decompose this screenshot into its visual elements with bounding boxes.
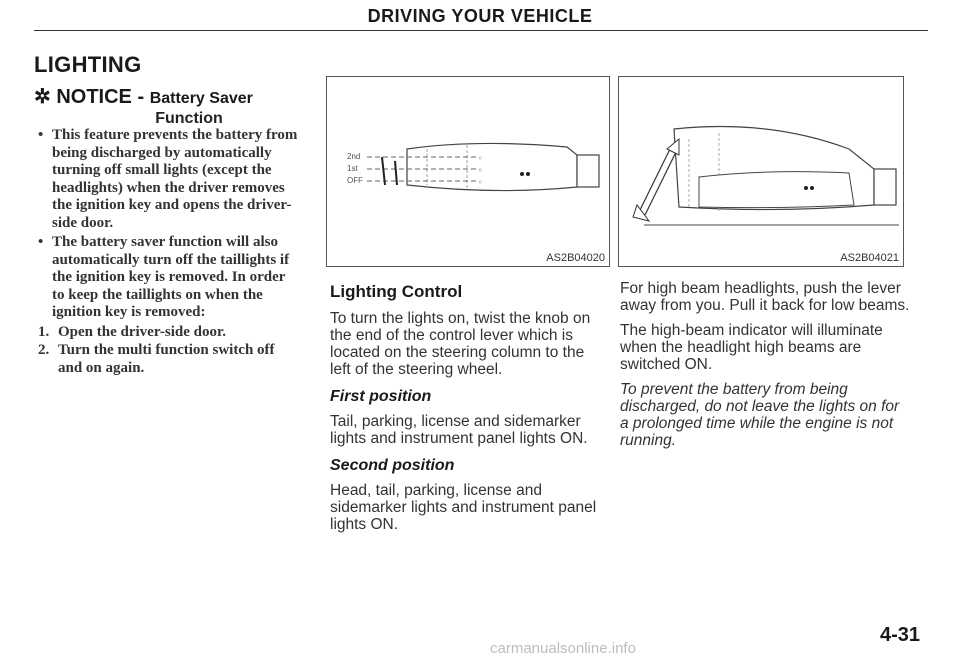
notice-bullet: • This feature prevents the battery from being discharged by automatically turning off small lights (except the headlights) when the driver removes the ignition key and opens the driver-side door. <box>38 127 298 231</box>
switch-label-1st: 1st <box>347 164 358 173</box>
svg-text:ᵒ: ᵒ <box>479 168 482 175</box>
lighting-control-intro: To turn the lights on, twist the knob on the end of the control lever which is located on the steering column to the left of the steering wheel. <box>330 310 591 378</box>
switch-label-2nd: 2nd <box>347 152 361 161</box>
notice-title-part1: Battery Saver <box>149 90 253 107</box>
notice-body <box>38 127 298 378</box>
page-number: 4-31 <box>879 624 920 646</box>
second-position-text: Head, tail, parking, license and sidemarker lights and instrument panel lights ON. <box>330 482 597 533</box>
header-rule <box>34 30 928 31</box>
high-beam-illustration <box>619 77 903 266</box>
lighting-control-heading: Lighting Control <box>330 282 463 301</box>
first-position-heading: First position <box>330 388 432 405</box>
figure-high-beam <box>618 76 904 267</box>
step-text: Open the driver-side door. <box>58 323 227 340</box>
watermark: carmanualsonline.info <box>490 640 636 657</box>
notice-dash: - <box>137 86 145 108</box>
notice-step <box>38 342 298 377</box>
switch-label-off: OFF <box>347 176 363 185</box>
notice-title-part2: Function <box>155 110 223 127</box>
lighting-control-column <box>330 283 598 541</box>
notice-bullet-text: The battery saver function will also automatically turn off the taillights if the ignition key is removed. In order to keep the taillights on when the ignition key is removed: <box>52 234 290 320</box>
step-text: Turn the multi function switch off and on again. <box>58 342 275 376</box>
high-beam-text: For high beam headlights, push the lever away from you. Pull it back for low beams. <box>620 280 910 314</box>
page-header: DRIVING YOUR VEHICLE <box>367 6 593 26</box>
svg-text:ᵒ: ᵒ <box>479 156 482 163</box>
notice-label: NOTICE <box>56 86 132 108</box>
light-switch-illustration <box>327 77 609 266</box>
step-number: 1. <box>38 323 50 340</box>
notice-step <box>38 324 298 342</box>
first-position-text: Tail, parking, license and sidemarker lights and instrument panel lights ON. <box>330 413 588 447</box>
notice-star-icon: ✲ <box>34 86 51 108</box>
notice-title-line <box>34 84 304 109</box>
svg-text:ᵒ: ᵒ <box>479 180 482 187</box>
high-beam-indicator-text: The high-beam indicator will illuminate when the headlight high beams are switched ON. <box>620 322 883 373</box>
section-title: LIGHTING <box>34 52 142 77</box>
notice-title <box>34 84 304 128</box>
figure-code: AS2B04020 <box>546 252 605 264</box>
high-beam-column <box>620 280 910 457</box>
notice-bullet: • The battery saver function will also automatically turn off the taillights if the ignition key is removed. In order to keep the taillights on when the ignition key is removed: <box>38 234 290 320</box>
battery-caution-text: To prevent the battery from being discharged, do not leave the lights on for a prolonged time while the engine is not running. <box>620 381 900 449</box>
figure-code: AS2B04021 <box>840 252 899 264</box>
notice-bullet-text: This feature prevents the battery from being discharged by automatically turning off small lights (except the headlights) when the driver removes the ignition key and opens the driver-side door. <box>52 127 298 231</box>
step-number: 2. <box>38 342 50 358</box>
second-position-heading: Second position <box>330 457 455 474</box>
figure-light-switch <box>326 76 610 267</box>
